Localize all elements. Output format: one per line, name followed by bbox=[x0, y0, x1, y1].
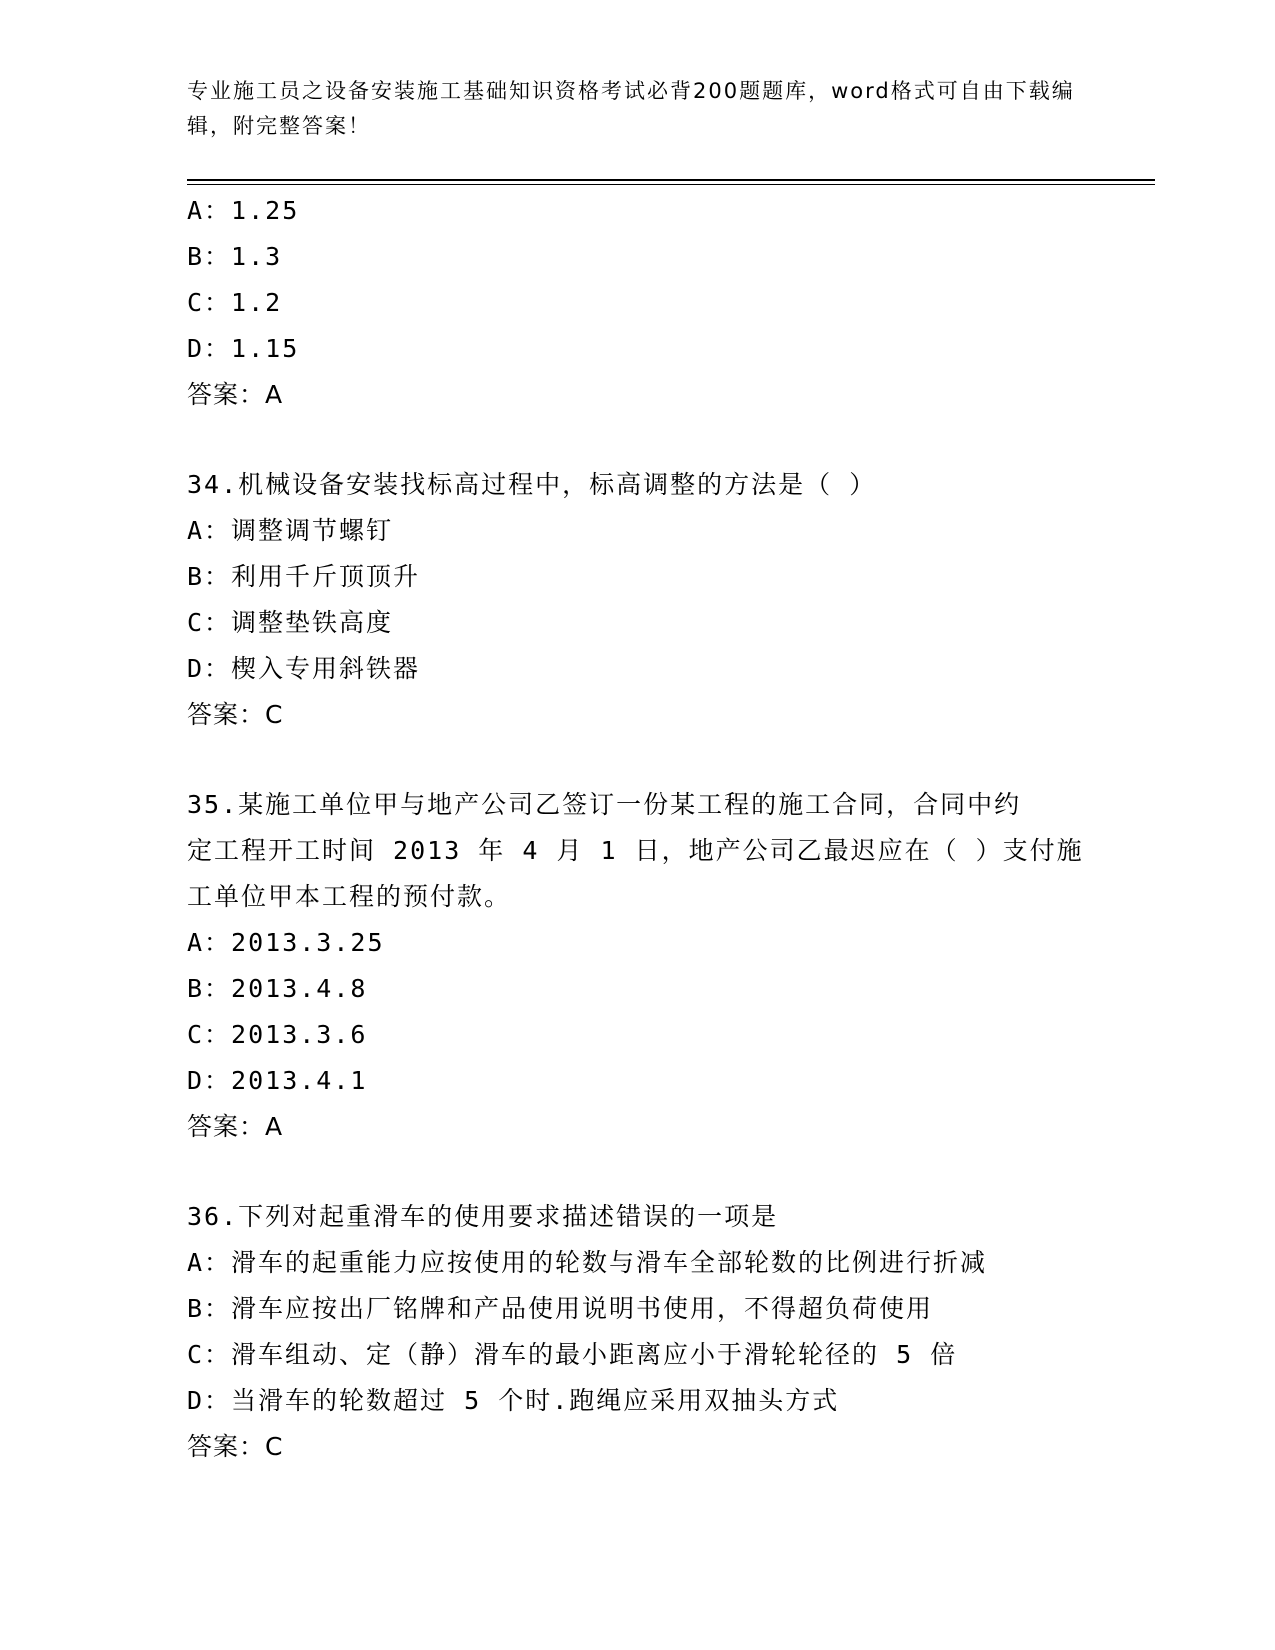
question-list bbox=[187, 188, 1087, 1470]
spacer bbox=[187, 1150, 1087, 1194]
answer-line: 答案：C bbox=[187, 700, 284, 729]
spacer bbox=[187, 418, 1087, 462]
question-block-34 bbox=[187, 462, 1087, 738]
option-d: D：楔入专用斜铁器 bbox=[187, 654, 421, 683]
question-block-36 bbox=[187, 1194, 1087, 1470]
option-c: C：滑车组动、定（静）滑车的最小距离应小于滑轮轮径的 5 倍 bbox=[187, 1340, 958, 1369]
option-a: A：2013.3.25 bbox=[187, 928, 385, 957]
question-block-35 bbox=[187, 782, 1087, 1150]
question-text-line-3: 工单位甲本工程的预付款。 bbox=[187, 882, 512, 911]
option-c: C：调整垫铁高度 bbox=[187, 608, 394, 637]
question-text-line-2: 定工程开工时间 2013 年 4 月 1 日，地产公司乙最迟应在（ ）支付施 bbox=[187, 836, 1084, 865]
answer-line: 答案：A bbox=[187, 1112, 284, 1141]
option-a: A：滑车的起重能力应按使用的轮数与滑车全部轮数的比例进行折减 bbox=[187, 1248, 988, 1277]
answer-line: 答案：A bbox=[187, 380, 284, 409]
option-a: A：1.25 bbox=[187, 196, 300, 225]
question-text: 36.下列对起重滑车的使用要求描述错误的一项是 bbox=[187, 1202, 779, 1231]
option-a: A：调整调节螺钉 bbox=[187, 516, 394, 545]
option-d: D：2013.4.1 bbox=[187, 1066, 368, 1095]
option-b: B：2013.4.8 bbox=[187, 974, 368, 1003]
option-c: C：1.2 bbox=[187, 288, 283, 317]
question-text-line-1: 35.某施工单位甲与地产公司乙签订一份某工程的施工合同，合同中约 bbox=[187, 790, 1022, 819]
spacer bbox=[187, 738, 1087, 782]
question-text: 34.机械设备安装找标高过程中，标高调整的方法是（ ） bbox=[187, 470, 877, 499]
option-d: D：当滑车的轮数超过 5 个时.跑绳应采用双抽头方式 bbox=[187, 1386, 840, 1415]
option-c: C：2013.3.6 bbox=[187, 1020, 368, 1049]
option-b: B：利用千斤顶顶升 bbox=[187, 562, 421, 591]
page-header-title: 专业施工员之设备安装施工基础知识资格考试必背200题题库，word格式可自由下载编辑，附完整答案！ bbox=[187, 79, 1075, 138]
question-block-33 bbox=[187, 188, 1087, 418]
option-d: D：1.15 bbox=[187, 334, 300, 363]
answer-line: 答案：C bbox=[187, 1432, 284, 1461]
header-rule-thin bbox=[187, 184, 1155, 185]
header-rule-thick bbox=[187, 179, 1155, 181]
option-b: B：滑车应按出厂铭牌和产品使用说明书使用，不得超负荷使用 bbox=[187, 1294, 934, 1323]
option-b: B：1.3 bbox=[187, 242, 283, 271]
